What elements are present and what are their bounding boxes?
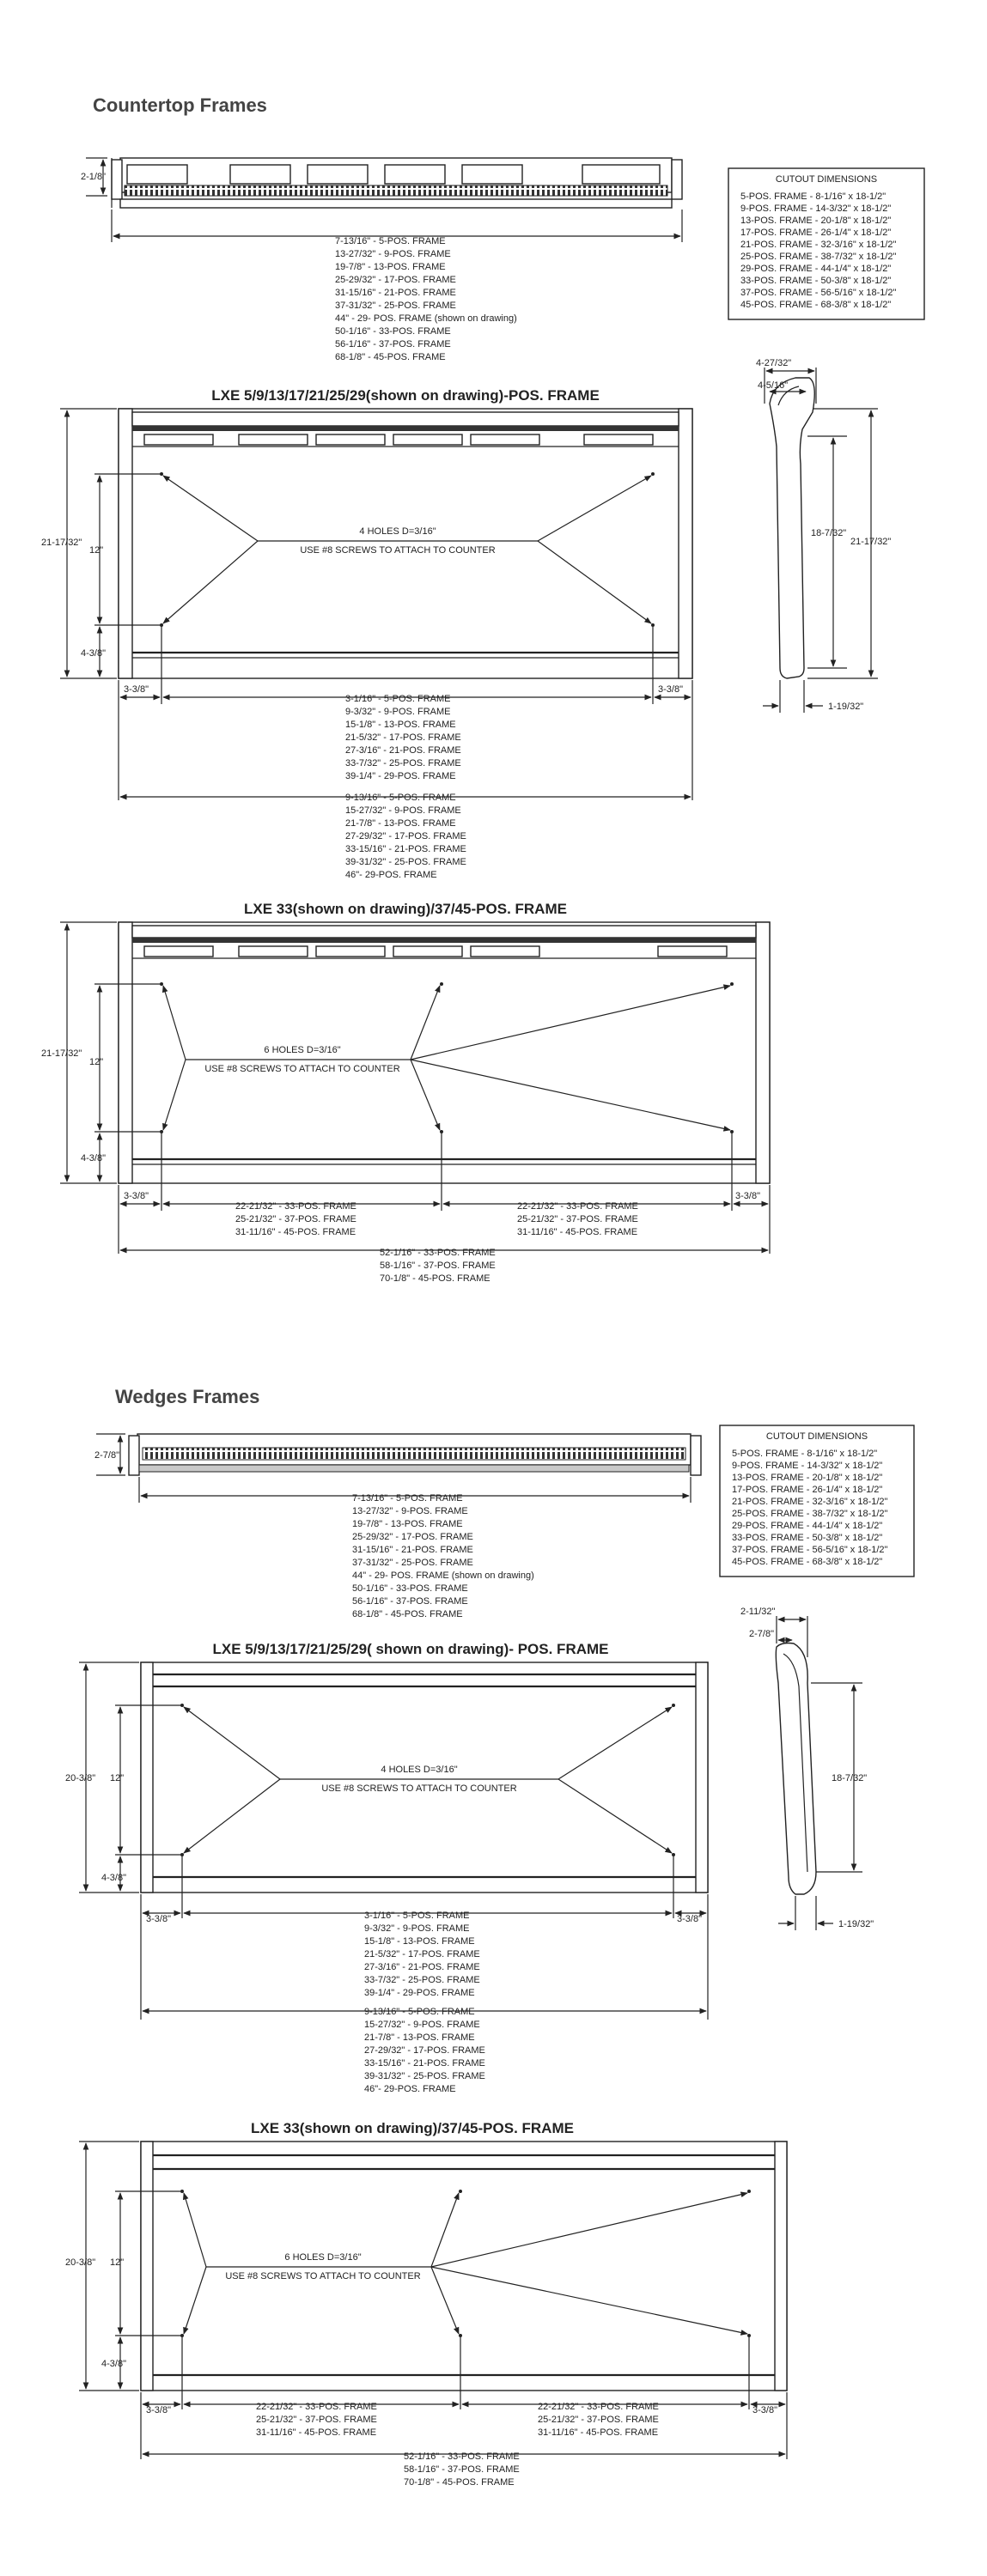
wedges-cutout-row-3: 17-POS. FRAME - 26-1/4" x 18-1/2" [732,1485,883,1495]
wedges-cutout-row-9: 45-POS. FRAME - 68-3/8" x 18-1/2" [732,1557,883,1567]
countertop-large-left-span-2: 31-11/16" - 45-POS. FRAME [235,1227,356,1237]
countertop-side-inner-height: 18-7/32" [811,528,847,538]
countertop-side-outer-height: 21-17/32" [850,537,892,547]
wedges-large-left-span-2: 31-11/16" - 45-POS. FRAME [256,2427,377,2438]
wedges-large-right-span-list [538,2402,659,2438]
countertop-small-holes-note: 4 HOLES D=3/16" [359,526,436,537]
wedges-strip-width-9: 68-1/8" - 45-POS. FRAME [352,1609,463,1619]
countertop-large-hole-spacing: 12" [89,1057,104,1067]
countertop-strip-width-4: 31-15/16" - 21-POS. FRAME [335,288,456,298]
wedges-small-hole-width-0: 3-1/16" - 5-POS. FRAME [364,1911,470,1921]
wedges-large-overall-width-0: 52-1/16" - 33-POS. FRAME [404,2451,520,2462]
wedges-cutout-title: CUTOUT DIMENSIONS [765,1431,868,1442]
countertop-large-right-span-0: 22-21/32" - 33-POS. FRAME [517,1201,638,1212]
wedges-strip-width-0: 7-13/16" - 5-POS. FRAME [352,1493,463,1504]
countertop-small-screws-note: USE #8 SCREWS TO ATTACH TO COUNTER [300,545,496,556]
countertop-strip-width-5: 37-31/32" - 25-POS. FRAME [335,301,456,311]
countertop-large-height: 21-17/32" [41,1048,82,1059]
wedges-strip-width-2: 19-7/8" - 13-POS. FRAME [352,1519,463,1529]
wedges-large-holes-note: 6 HOLES D=3/16" [284,2252,362,2263]
countertop-cutout-row-7: 33-POS. FRAME - 50-3/8" x 18-1/2" [740,276,892,286]
wedges-small-screws-note: USE #8 SCREWS TO ATTACH TO COUNTER [321,1783,517,1794]
countertop-small-side-right: 3-3/8" [658,684,683,695]
wedges-side-profile [740,1607,874,1930]
wedges-small-overall-width-4: 33-15/16" - 21-POS. FRAME [364,2058,485,2069]
wedges-small-overall-width-0: 9-13/16" - 5-POS. FRAME [364,2007,475,2017]
wedges-large-right-span-0: 22-21/32" - 33-POS. FRAME [538,2402,659,2412]
wedges-cutout-row-6: 29-POS. FRAME - 44-1/4" x 18-1/2" [732,1521,883,1531]
wedges-strip-width-8: 56-1/16" - 37-POS. FRAME [352,1596,468,1607]
countertop-small-overall-width-0: 9-13/16" - 5-POS. FRAME [345,793,456,803]
wedges-large-overall-width-2: 70-1/8" - 45-POS. FRAME [404,2477,515,2488]
wedges-small-hole-width-3: 21-5/32" - 17-POS. FRAME [364,1949,480,1959]
wedges-section [65,1386,914,2488]
countertop-strip-width-6: 44" - 29- POS. FRAME (shown on drawing) [335,313,517,324]
countertop-large-title: LXE 33(shown on drawing)/37/45-POS. FRAME [244,901,567,917]
countertop-small-title: LXE 5/9/13/17/21/25/29(shown on drawing)-POS. FRAME [211,387,600,404]
countertop-large-right-span-list [517,1201,638,1237]
countertop-strip-height: 2-1/8" [81,172,106,182]
wedges-cutout-row-7: 33-POS. FRAME - 50-3/8" x 18-1/2" [732,1533,883,1543]
countertop-cutout-title: CUTOUT DIMENSIONS [775,174,878,185]
wedges-cutout-row-8: 37-POS. FRAME - 56-5/16" x 18-1/2" [732,1545,888,1555]
countertop-large-bottom-offset: 4-3/8" [81,1153,106,1163]
countertop-large-side-left: 3-3/8" [124,1191,149,1201]
countertop-small-hole-width-0: 3-1/16" - 5-POS. FRAME [345,694,451,704]
wedges-small-side-left: 3-3/8" [146,1914,171,1924]
countertop-strip-width-list [335,236,517,362]
countertop-large-overall-width-list [380,1248,496,1284]
wedges-large-left-span-list [256,2402,377,2438]
wedges-large-left-span-1: 25-21/32" - 37-POS. FRAME [256,2415,377,2425]
wedges-small-hole-spacing: 12" [110,1773,125,1783]
countertop-large-right-span-2: 31-11/16" - 45-POS. FRAME [517,1227,638,1237]
countertop-strip-width-1: 13-27/32" - 9-POS. FRAME [335,249,451,259]
wedges-small-hole-width-1: 9-3/32" - 9-POS. FRAME [364,1923,470,1934]
wedges-large-side-left: 3-3/8" [146,2405,171,2415]
countertop-title: Countertop Frames [93,94,267,116]
wedges-cutout-row-0: 5-POS. FRAME - 8-1/16" x 18-1/2" [732,1449,878,1459]
countertop-side-top-inner: 4-5/16" [758,380,789,391]
countertop-strip-width-0: 7-13/16" - 5-POS. FRAME [335,236,446,246]
countertop-large-left-span-1: 25-21/32" - 37-POS. FRAME [235,1214,356,1224]
countertop-small-bottom-offset: 4-3/8" [81,648,106,659]
wedges-side-top-outer: 2-11/32" [740,1607,776,1617]
countertop-cutout-row-1: 9-POS. FRAME - 14-3/32" x 18-1/2" [740,204,892,214]
countertop-small-hole-width-list [345,694,461,781]
countertop-section [41,94,924,1284]
countertop-large-overall-width-1: 58-1/16" - 37-POS. FRAME [380,1261,496,1271]
countertop-side-profile [756,358,891,713]
countertop-small-hole-spacing: 12" [89,545,104,556]
wedges-large-overall-width-list [404,2451,520,2488]
countertop-large-overall-width-2: 70-1/8" - 45-POS. FRAME [380,1273,490,1284]
wedges-large-screws-note: USE #8 SCREWS TO ATTACH TO COUNTER [225,2271,421,2281]
countertop-side-top-outer: 4-27/32" [756,358,792,368]
countertop-strip-width-8: 56-1/16" - 37-POS. FRAME [335,339,451,349]
wedges-cutout-box [720,1425,914,1577]
countertop-large-left-span-0: 22-21/32" - 33-POS. FRAME [235,1201,356,1212]
wedges-cutout-row-4: 21-POS. FRAME - 32-3/16" x 18-1/2" [732,1497,888,1507]
countertop-strip-width-7: 50-1/16" - 33-POS. FRAME [335,326,451,337]
countertop-large-holes-note: 6 HOLES D=3/16" [264,1045,341,1055]
wedges-large-side-right: 3-3/8" [752,2405,777,2415]
countertop-small-overall-width-5: 39-31/32" - 25-POS. FRAME [345,857,466,867]
countertop-cutout-row-3: 17-POS. FRAME - 26-1/4" x 18-1/2" [740,228,892,238]
wedges-side-top-inner: 2-7/8" [749,1629,774,1639]
countertop-small-hole-width-2: 15-1/8" - 13-POS. FRAME [345,720,456,730]
countertop-cutout-row-8: 37-POS. FRAME - 56-5/16" x 18-1/2" [740,288,897,298]
wedges-strip-width-3: 25-29/32" - 17-POS. FRAME [352,1532,473,1542]
wedges-small-hole-width-5: 33-7/32" - 25-POS. FRAME [364,1975,480,1985]
countertop-side-bottom: 1-19/32" [828,702,864,712]
countertop-large-side-right: 3-3/8" [735,1191,760,1201]
wedges-strip-width-5: 37-31/32" - 25-POS. FRAME [352,1558,473,1568]
countertop-strip-width-9: 68-1/8" - 45-POS. FRAME [335,352,446,362]
countertop-small-overall-width-1: 15-27/32" - 9-POS. FRAME [345,805,461,816]
wedges-small-hole-width-2: 15-1/8" - 13-POS. FRAME [364,1936,475,1947]
wedges-strip-width-7: 50-1/16" - 33-POS. FRAME [352,1583,468,1594]
wedges-cutout-row-1: 9-POS. FRAME - 14-3/32" x 18-1/2" [732,1461,883,1471]
wedges-small-title: LXE 5/9/13/17/21/25/29( shown on drawing)- POS. FRAME [212,1641,609,1657]
countertop-small-hole-width-5: 33-7/32" - 25-POS. FRAME [345,758,461,769]
wedges-large-right-span-1: 25-21/32" - 37-POS. FRAME [538,2415,659,2425]
countertop-strip-view [81,158,682,362]
countertop-cutout-row-0: 5-POS. FRAME - 8-1/16" x 18-1/2" [740,191,886,202]
wedges-small-height: 20-3/8" [65,1773,96,1783]
wedges-large-height: 20-3/8" [65,2257,96,2268]
wedges-small-overall-width-5: 39-31/32" - 25-POS. FRAME [364,2071,485,2081]
wedges-strip-width-6: 44" - 29- POS. FRAME (shown on drawing) [352,1571,534,1581]
wedges-side-inner-height: 18-7/32" [832,1773,868,1783]
wedges-small-overall-width-1: 15-27/32" - 9-POS. FRAME [364,2020,480,2030]
wedges-small-overall-width-list [364,2007,485,2094]
countertop-large-left-span-list [235,1201,356,1237]
wedges-small-side-right: 3-3/8" [677,1914,702,1924]
countertop-large-frame [41,901,770,1284]
wedges-small-overall-width-6: 46"- 29-POS. FRAME [364,2084,456,2094]
countertop-cutout-box [728,168,924,319]
wedges-cutout-row-5: 25-POS. FRAME - 38-7/32" x 18-1/2" [732,1509,888,1519]
wedges-large-hole-spacing: 12" [110,2257,125,2268]
wedges-large-bottom-offset: 4-3/8" [101,2359,126,2369]
countertop-cutout-row-5: 25-POS. FRAME - 38-7/32" x 18-1/2" [740,252,897,262]
wedges-small-overall-width-2: 21-7/8" - 13-POS. FRAME [364,2032,475,2043]
countertop-small-hole-width-1: 9-3/32" - 9-POS. FRAME [345,707,451,717]
countertop-small-height: 21-17/32" [41,538,82,548]
countertop-small-overall-width-3: 27-29/32" - 17-POS. FRAME [345,831,466,841]
wedges-large-overall-width-1: 58-1/16" - 37-POS. FRAME [404,2464,520,2475]
countertop-cutout-row-6: 29-POS. FRAME - 44-1/4" x 18-1/2" [740,264,892,274]
wedges-small-holes-note: 4 HOLES D=3/16" [381,1765,458,1775]
wedges-strip-height: 2-7/8" [94,1450,119,1461]
wedges-small-overall-width-3: 27-29/32" - 17-POS. FRAME [364,2045,485,2056]
countertop-strip-width-2: 19-7/8" - 13-POS. FRAME [335,262,446,272]
countertop-large-screws-note: USE #8 SCREWS TO ATTACH TO COUNTER [204,1064,400,1074]
countertop-small-overall-width-6: 46"- 29-POS. FRAME [345,870,437,880]
wedges-small-frame [65,1641,708,2094]
countertop-large-overall-width-0: 52-1/16" - 33-POS. FRAME [380,1248,496,1258]
wedges-side-bottom: 1-19/32" [838,1919,874,1929]
countertop-small-overall-width-4: 33-15/16" - 21-POS. FRAME [345,844,466,854]
wedges-title: Wedges Frames [115,1386,260,1407]
countertop-small-hole-width-6: 39-1/4" - 29-POS. FRAME [345,771,456,781]
wedges-large-frame [65,2120,787,2488]
countertop-large-right-span-1: 25-21/32" - 37-POS. FRAME [517,1214,638,1224]
countertop-small-hole-width-4: 27-3/16" - 21-POS. FRAME [345,745,461,756]
countertop-small-hole-width-3: 21-5/32" - 17-POS. FRAME [345,732,461,743]
wedges-cutout-row-2: 13-POS. FRAME - 20-1/8" x 18-1/2" [732,1473,883,1483]
wedges-large-right-span-2: 31-11/16" - 45-POS. FRAME [538,2427,659,2438]
wedges-large-title: LXE 33(shown on drawing)/37/45-POS. FRAME [251,2120,574,2136]
wedges-large-left-span-0: 22-21/32" - 33-POS. FRAME [256,2402,377,2412]
countertop-cutout-row-2: 13-POS. FRAME - 20-1/8" x 18-1/2" [740,216,892,226]
countertop-small-overall-width-2: 21-7/8" - 13-POS. FRAME [345,818,456,829]
wedges-strip-view [94,1434,701,1619]
wedges-strip-width-1: 13-27/32" - 9-POS. FRAME [352,1506,468,1516]
wedges-small-hole-width-list [364,1911,480,1998]
wedges-small-hole-width-4: 27-3/16" - 21-POS. FRAME [364,1962,480,1972]
wedges-small-bottom-offset: 4-3/8" [101,1873,126,1883]
countertop-small-side-left: 3-3/8" [124,684,149,695]
countertop-strip-width-3: 25-29/32" - 17-POS. FRAME [335,275,456,285]
wedges-strip-width-list [352,1493,534,1619]
countertop-small-overall-width-list [345,793,466,880]
wedges-small-hole-width-6: 39-1/4" - 29-POS. FRAME [364,1988,475,1998]
countertop-small-frame [41,387,692,880]
wedges-strip-width-4: 31-15/16" - 21-POS. FRAME [352,1545,473,1555]
countertop-cutout-row-4: 21-POS. FRAME - 32-3/16" x 18-1/2" [740,240,897,250]
countertop-cutout-row-9: 45-POS. FRAME - 68-3/8" x 18-1/2" [740,300,892,310]
